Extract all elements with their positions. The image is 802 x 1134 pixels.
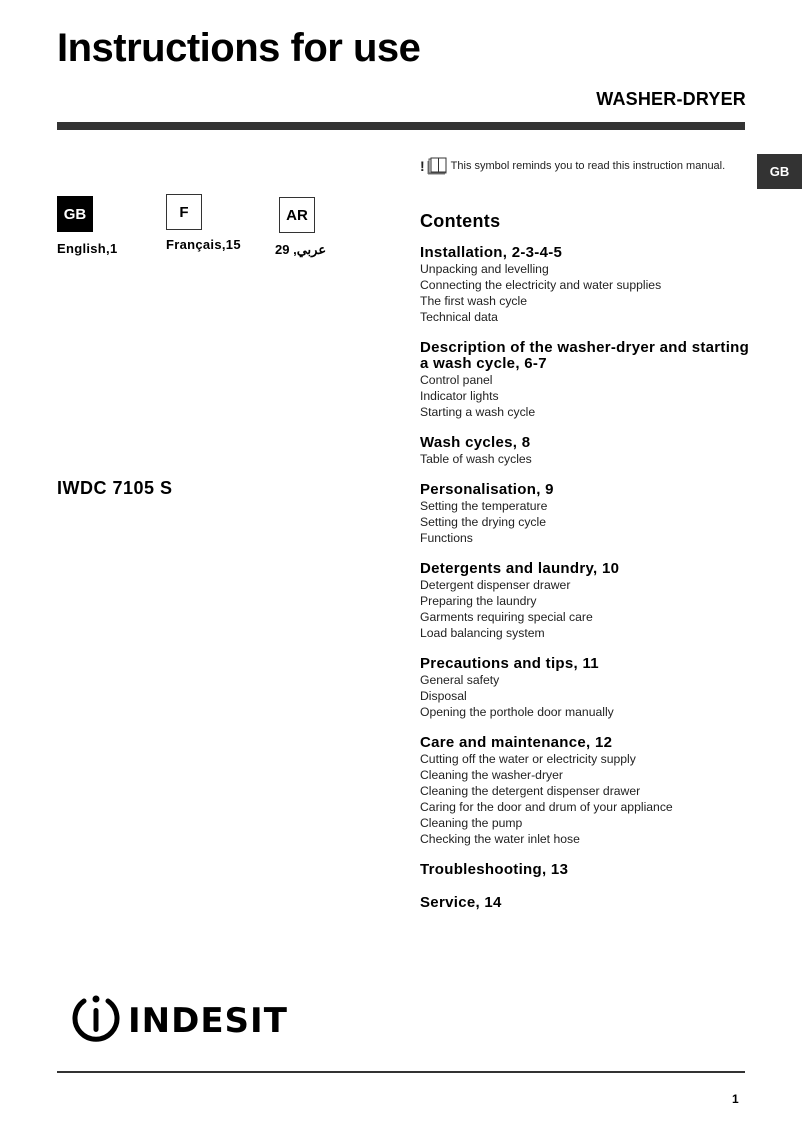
toc-section-heading[interactable]: Troubleshooting, 13 bbox=[420, 861, 569, 878]
toc-section-heading[interactable]: Personalisation, 9 bbox=[420, 481, 554, 498]
toc-item[interactable]: Cleaning the detergent dispenser drawer bbox=[420, 784, 641, 798]
toc-item[interactable]: Preparing the laundry bbox=[420, 594, 537, 608]
toc-section-heading[interactable]: Installation, 2-3-4-5 bbox=[420, 244, 563, 261]
page-number: 1 bbox=[732, 1092, 739, 1106]
language-code-box[interactable]: GB bbox=[57, 196, 93, 232]
toc-item[interactable]: Cutting off the water or electricity supply bbox=[420, 752, 636, 766]
toc-item[interactable]: Table of wash cycles bbox=[420, 452, 532, 466]
language-label[interactable]: English,1 bbox=[57, 241, 118, 256]
toc-item[interactable]: Cleaning the washer-dryer bbox=[420, 768, 563, 782]
notice-text: This symbol reminds you to read this instruction manual. bbox=[450, 160, 726, 172]
toc-section bbox=[420, 435, 750, 467]
toc-item[interactable]: Indicator lights bbox=[420, 389, 499, 403]
toc-section bbox=[420, 895, 750, 911]
toc-item[interactable]: Setting the temperature bbox=[420, 499, 548, 513]
language-label[interactable]: Français,15 bbox=[166, 237, 241, 252]
model-number: IWDC 7105 S bbox=[57, 478, 173, 498]
toc-section bbox=[420, 862, 750, 878]
toc-item[interactable]: Cleaning the pump bbox=[420, 816, 523, 830]
toc-section bbox=[420, 735, 750, 847]
toc-section-heading[interactable]: Precautions and tips, 11 bbox=[420, 655, 599, 672]
brand-logo bbox=[70, 993, 288, 1048]
toc-item[interactable]: Functions bbox=[420, 531, 473, 545]
toc-item[interactable]: The first wash cycle bbox=[420, 294, 528, 308]
toc-section-heading[interactable]: Wash cycles, 8 bbox=[420, 434, 531, 451]
toc-item[interactable]: Load balancing system bbox=[420, 626, 545, 640]
language-option-gb[interactable] bbox=[57, 196, 118, 256]
page-title: Instructions for use bbox=[57, 26, 421, 70]
indesit-i-logo-icon bbox=[70, 993, 122, 1048]
toc-item[interactable]: Garments requiring special care bbox=[420, 610, 593, 624]
toc-item[interactable]: Checking the water inlet hose bbox=[420, 832, 580, 846]
book-icon bbox=[427, 157, 449, 175]
manual-notice bbox=[420, 157, 725, 175]
toc-section bbox=[420, 656, 750, 720]
toc-item[interactable]: Caring for the door and drum of your appliance bbox=[420, 800, 673, 814]
toc-item[interactable]: Setting the drying cycle bbox=[420, 515, 547, 529]
exclamation-mark: ! bbox=[420, 158, 425, 174]
toc-item[interactable]: Detergent dispenser drawer bbox=[420, 578, 571, 592]
toc-section bbox=[420, 340, 750, 420]
toc-item[interactable]: Connecting the electricity and water supplies bbox=[420, 278, 662, 292]
toc-item[interactable]: Control panel bbox=[420, 373, 493, 387]
toc-section bbox=[420, 482, 750, 546]
language-option-ar[interactable] bbox=[275, 197, 327, 258]
table-of-contents bbox=[420, 210, 750, 926]
contents-title: Contents bbox=[420, 211, 501, 231]
language-code-box[interactable]: AR bbox=[279, 197, 315, 233]
header-divider bbox=[57, 122, 745, 130]
toc-section bbox=[420, 561, 750, 641]
language-label[interactable]: عربي, 29 bbox=[275, 242, 327, 257]
toc-section bbox=[420, 245, 750, 325]
toc-section-heading[interactable]: Detergents and laundry, 10 bbox=[420, 560, 620, 577]
toc-item[interactable]: Disposal bbox=[420, 689, 467, 703]
toc-item[interactable]: Unpacking and levelling bbox=[420, 262, 549, 276]
footer-divider bbox=[57, 1071, 745, 1073]
toc-section-heading[interactable]: Service, 14 bbox=[420, 894, 502, 911]
language-side-tab[interactable]: GB bbox=[757, 154, 802, 189]
toc-item[interactable]: Technical data bbox=[420, 310, 498, 324]
toc-section-heading[interactable]: Description of the washer-dryer and starting a wash cycle, 6-7 bbox=[420, 339, 750, 372]
product-type: WASHER-DRYER bbox=[596, 89, 746, 109]
toc-section-heading[interactable]: Care and maintenance, 12 bbox=[420, 734, 613, 751]
language-option-f[interactable] bbox=[166, 194, 241, 252]
language-code-box[interactable]: F bbox=[166, 194, 202, 230]
toc-item[interactable]: Starting a wash cycle bbox=[420, 405, 536, 419]
toc-item[interactable]: General safety bbox=[420, 673, 500, 687]
toc-item[interactable]: Opening the porthole door manually bbox=[420, 705, 614, 719]
brand-name: INDESIT bbox=[128, 1000, 288, 1041]
